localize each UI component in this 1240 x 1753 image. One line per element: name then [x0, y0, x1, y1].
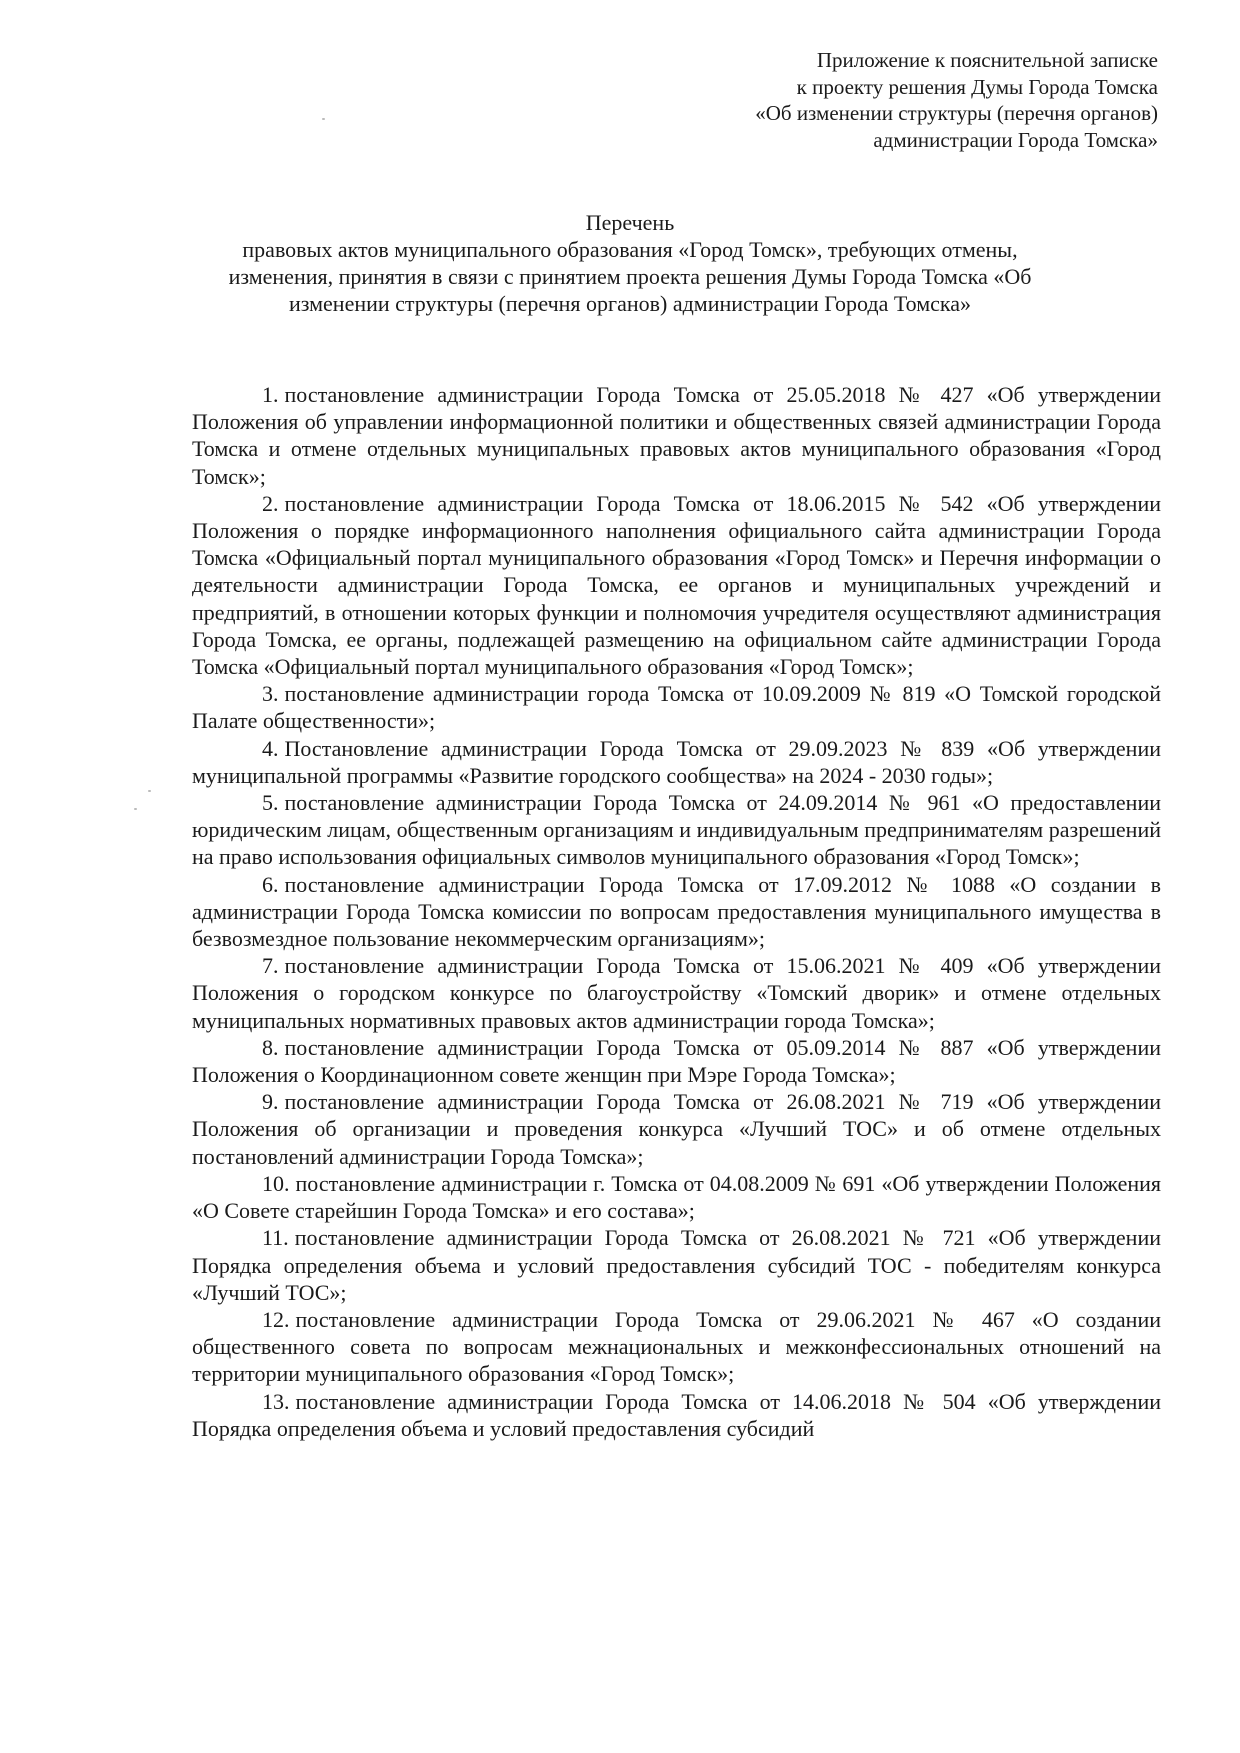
list-item: [192, 1088, 1161, 1170]
item-text: постановление администрации Города Томска от 14.06.2018 № 504 «Об утверждении Порядка определения объема и условий предоставления субсидий: [192, 1388, 1161, 1441]
item-text: постановление администрации города Томска от 10.09.2009 № 819 «О Томской городской Палате общественности»;: [192, 681, 1161, 734]
scan-speck: [148, 790, 151, 792]
list-item: [192, 871, 1161, 953]
item-number: 8.: [262, 1034, 279, 1060]
list-item: [192, 789, 1161, 871]
list-item: [192, 381, 1161, 490]
item-number: 5.: [262, 790, 279, 816]
item-text: постановление администрации Города Томска от 05.09.2014 № 887 «Об утверждении Положения о Координационном совете женщин при Мэре Города Томска»;: [192, 1034, 1161, 1088]
document-title-block: [190, 209, 1070, 317]
item-number: 13.: [262, 1388, 290, 1414]
appendix-note-line: «Об изменении структуры (перечня органов): [755, 101, 1158, 125]
item-number: 10.: [262, 1170, 290, 1196]
item-number: 2.: [262, 490, 279, 516]
list-item: [192, 952, 1161, 1034]
item-text: постановление администрации Города Томска от 26.08.2021 № 721 «Об утверждении Порядка определения объема и условий предоставления субсидий ТОС - победителям конкурса «Лучший ТОС»;: [192, 1225, 1161, 1305]
item-text: постановление администрации Города Томска от 15.06.2021 № 409 «Об утверждении Положения о городском конкурсе по благоустройству «Томский дворик» и отмене отдельных муниципальных нормативных правовых актов администрации города Томска»;: [192, 953, 1161, 1033]
appendix-note: [598, 47, 1158, 153]
list-item: [192, 1388, 1161, 1442]
item-text: постановление администрации Города Томска от 29.06.2021 № 467 «О создании общественного совета по вопросам межнациональных и межконфессиональных отношений на территории муниципального образования «Город Томск»;: [192, 1306, 1161, 1387]
list-item: [192, 1224, 1161, 1306]
document-subtitle-line: изменения, принятия в связи с принятием проекта решения Думы Города Томска «Об: [228, 264, 1032, 289]
appendix-note-line: к проекту решения Думы Города Томска: [796, 74, 1158, 99]
item-number: 4.: [262, 735, 279, 761]
list-item: [192, 490, 1161, 680]
appendix-note-line: Приложение к пояснительной записке: [816, 48, 1158, 72]
item-number: 11.: [262, 1225, 289, 1251]
item-number: 9.: [262, 1089, 279, 1115]
item-text: Постановление администрации Города Томска от 29.09.2023 № 839 «Об утверждении муниципальной программы «Развитие городского сообщества» на 2024 - 2030 годы»;: [192, 735, 1161, 788]
item-number: 12.: [262, 1306, 290, 1332]
item-text: постановление администрации Города Томска от 25.05.2018 № 427 «Об утверждении Положения об управлении информационной политики и общественных связей администрации Города Томска и отмене отдельных муниципальных правовых актов муниципального образования «Город Томск»;: [192, 382, 1161, 489]
list-item: [192, 1306, 1161, 1388]
list-item: [192, 1170, 1161, 1224]
item-text: постановление администрации Города Томска от 17.09.2012 № 1088 «О создании в администрации Города Томска комиссии по вопросам предоставления муниципального имущества в безвозмездное пользование некоммерческим организациям»;: [192, 871, 1161, 952]
item-text: постановление администрации Города Томска от 26.08.2021 № 719 «Об утверждении Положения об организации и проведения конкурса «Лучший ТОС» и об отмене отдельных постановлений администрации Города Томска»;: [192, 1089, 1161, 1169]
item-number: 1.: [262, 382, 279, 407]
item-number: 6.: [262, 871, 279, 897]
scan-speck: [134, 808, 137, 810]
list-item: [192, 1034, 1161, 1088]
legal-acts-list: [192, 381, 1161, 1442]
document-subtitle-line: изменении структуры (перечня органов) администрации Города Томска»: [288, 291, 972, 316]
item-text: постановление администрации Города Томска от 18.06.2015 № 542 «Об утверждении Положения о порядке информационного наполнения официального сайта администрации Города Томска «Официальный портал муниципального образования «Город Томск» и Перечня информации о деятельности администрации Города Томска, ее органов и муниципальных учреждений и предприятий, в отношении которых функции и полномочия учредителя осуществляют администрация Города Томска, ее органы, подлежащей размещению на официальном сайте администрации Города Томска «Официальный портал муниципального образования «Город Томск»;: [192, 490, 1161, 680]
document-title: Перечень: [585, 210, 675, 235]
document-subtitle-line: правовых актов муниципального образования «Город Томск», требующих отмены,: [242, 237, 1018, 262]
scan-speck: [322, 118, 325, 120]
item-number: 7.: [262, 953, 279, 979]
list-item: [192, 735, 1161, 789]
item-text: постановление администрации г. Томска от 04.08.2009 № 691 «Об утверждении Положения «О Совете старейшин Города Томска» и его состава»;: [192, 1170, 1161, 1224]
list-item: [192, 680, 1161, 734]
appendix-note-line: администрации Города Томска»: [873, 127, 1158, 152]
item-number: 3.: [262, 681, 279, 707]
item-text: постановление администрации Города Томска от 24.09.2014 № 961 «О предоставлении юридическим лицам, общественным организациям и индивидуальным предпринимателям разрешений на право использования официальных символов муниципального образования «Город Томск»;: [192, 790, 1161, 870]
